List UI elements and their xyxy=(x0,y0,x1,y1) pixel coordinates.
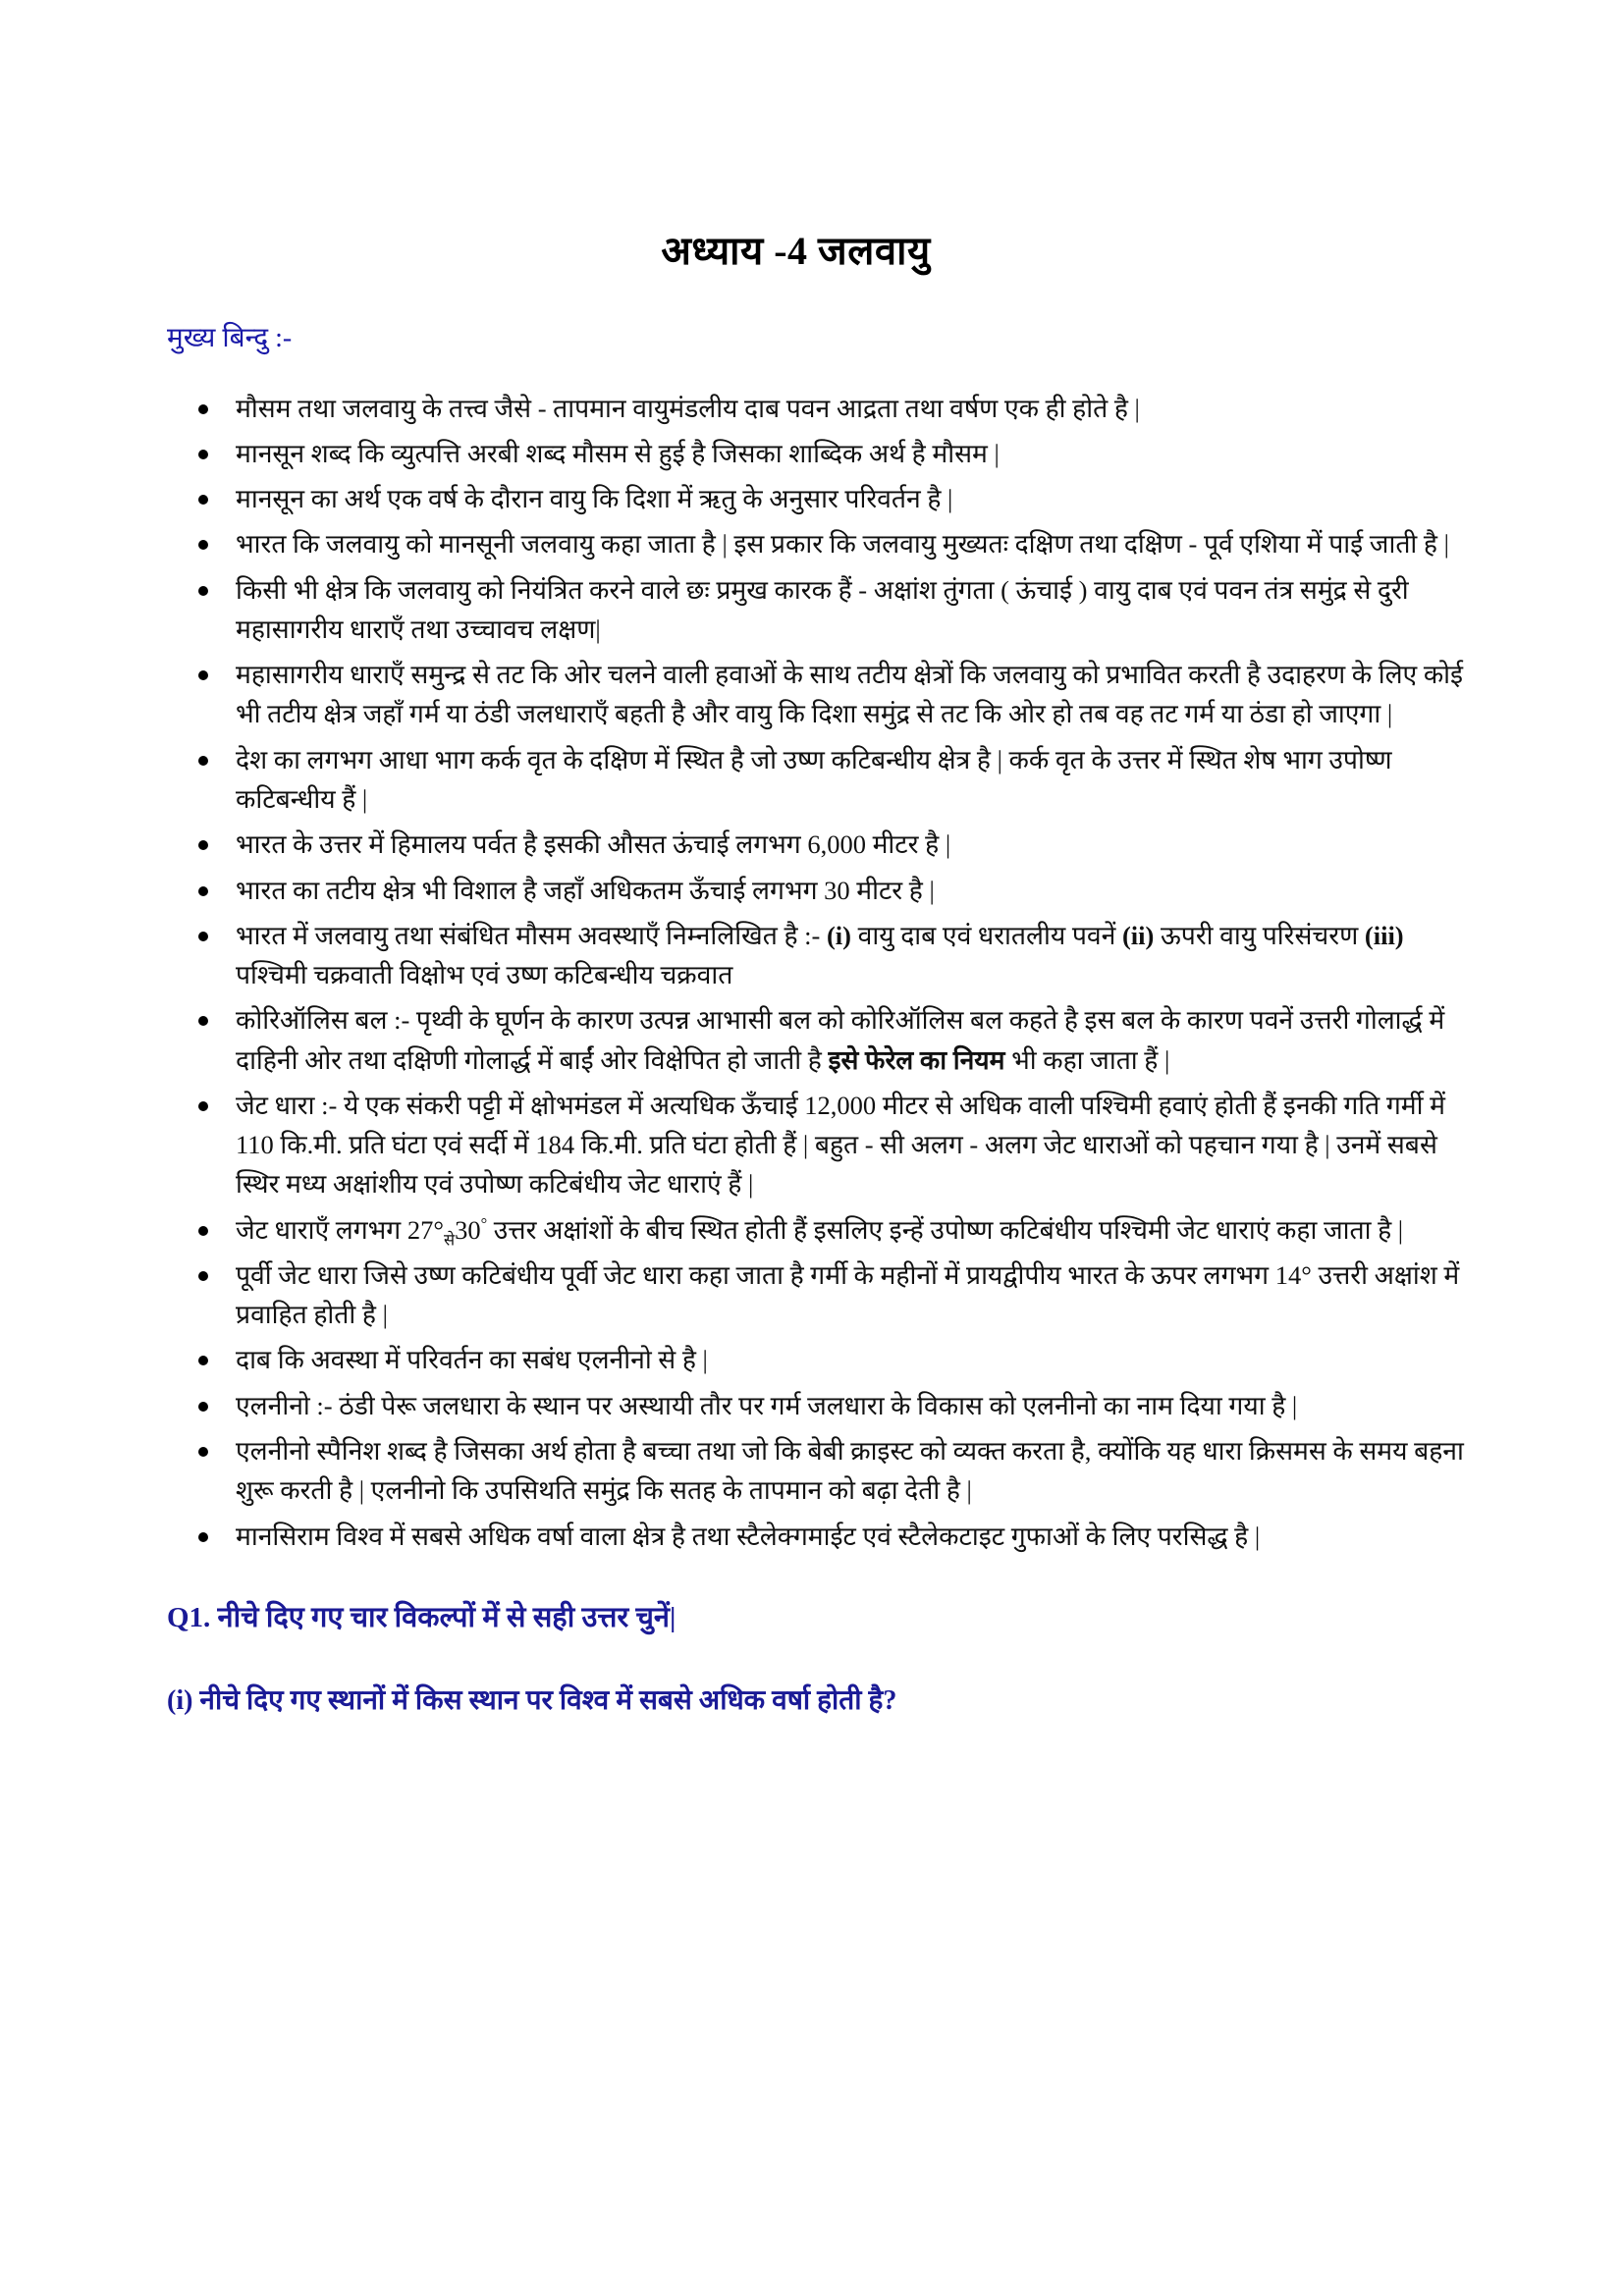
key-point-text: पश्चिमी चक्रवाती विक्षोभ एवं उष्ण कटिबन्धीय चक्रवात xyxy=(236,960,733,990)
key-point-item xyxy=(165,1517,1466,1556)
key-point-text: से xyxy=(443,1229,456,1249)
key-point-text: ° xyxy=(480,1213,488,1233)
key-point-text: भारत के उत्तर में हिमालय पर्वत है इसकी औसत ऊंचाई लगभग 6,000 मीटर है | xyxy=(236,829,951,860)
key-point-text: दाब कि अवस्था में परिवर्तन का सबंध एलनीनो से है | xyxy=(236,1345,708,1375)
key-point-text: भारत में जलवायु तथा संबंधित मौसम अवस्थाएँ निम्नलिखित है :- xyxy=(236,920,827,950)
key-point-item xyxy=(165,1386,1466,1425)
key-point-item xyxy=(165,740,1466,820)
key-point-item xyxy=(165,479,1466,518)
key-point-emphasis: इसे फेरेल का नियम xyxy=(828,1044,1005,1075)
key-point-text: भारत का तटीय क्षेत्र भी विशाल है जहाँ अधिकतम ऊँचाई लगभग 30 मीटर है | xyxy=(236,875,935,905)
page-title: अध्याय -4 जलवायु xyxy=(661,229,931,273)
key-point-text: ° xyxy=(433,1214,444,1245)
key-point-text: मानसून का अर्थ एक वर्ष के दौरान वायु कि दिशा में ऋतु के अनुसार परिवर्तन है | xyxy=(236,484,953,514)
key-point-text: भी कहा जाता हैं | xyxy=(1004,1044,1170,1075)
key-point-text: मानसून शब्द कि व्युत्पत्ति अरबी शब्द मौसम से हुई है जिसका शाब्दिक अर्थ है मौसम | xyxy=(236,438,1000,468)
key-point-text: 30 xyxy=(455,1214,481,1245)
key-point-item xyxy=(165,570,1466,650)
key-point-item xyxy=(165,1000,1466,1080)
key-point-item xyxy=(165,1431,1466,1511)
key-point-item xyxy=(165,1086,1466,1204)
key-point-item xyxy=(165,434,1466,473)
key-point-text: मौसम तथा जलवायु के तत्त्व जैसे - तापमान वायुमंडलीय दाब पवन आद्रता तथा वर्षण एक ही होते है | xyxy=(236,393,1140,423)
key-points-list xyxy=(165,389,1466,1556)
key-point-item xyxy=(165,1340,1466,1379)
key-point-text: उत्तर अक्षांशों के बीच स्थित होती हैं इसलिए इन्हें उपोष्ण कटिबंधीय पश्चिमी जेट धाराएं कहा जाता है | xyxy=(487,1214,1404,1245)
key-point-text: वायु दाब एवं धरातलीय पवनें xyxy=(851,920,1122,950)
question-1-part-i: (i) नीचे दिए गए स्थानों में किस स्थान पर विश्व में सबसे अधिक वर्षा होती है? xyxy=(167,1684,897,1716)
key-point-text: मानसिराम विश्व में सबसे अधिक वर्षा वाला क्षेत्र है तथा स्टैलेक्गमाईट एवं स्टैलेकटाइट गुफाओं के लिए परसिद्ध है | xyxy=(236,1521,1261,1551)
key-point-item xyxy=(165,871,1466,910)
key-point-text: ऊपरी वायु परिसंचरण xyxy=(1154,920,1365,950)
key-point-item xyxy=(165,825,1466,864)
key-point-text: भारत कि जलवायु को मानसूनी जलवायु कहा जाता है | इस प्रकार कि जलवायु मुख्यतः दक्षिण तथा दक्षिण - पूर्व एशिया में पाई जाती है | xyxy=(236,529,1449,560)
key-point-item xyxy=(165,389,1466,428)
key-point-text: महासागरीय धाराएँ समुन्द्र से तट कि ओर चलने वाली हवाओं के साथ तटीय क्षेत्रों कि जलवायु को प्रभावित करती है उदाहरण के लिए कोई भी तटीय क्षेत्र जहाँ गर्म या ठंडी जलधाराएँ बहती है और वायु कि दिशा समुंद्र से तट कि ओर हो तब वह तट गर्म या ठंडा हो जाएगा | xyxy=(236,660,1464,729)
key-point-item xyxy=(165,1255,1466,1335)
key-point-text: जेट धारा :- ये एक संकरी पट्टी में क्षोभमंडल में अत्यधिक ऊँचाई 12,000 मीटर से अधिक वाली पश्चिमी हवाएं होती हैं इनकी गति गर्मी में 110 कि.मी. प्रति घंटा एवं सर्दी में 184 कि.मी. प्रति घंटा होती हैं | बहुत - सी अलग - अलग जेट धाराओं को पहचान गया है | उनमें सबसे स्थिर मध्य अक्षांशीय एवं उपोष्ण कटिबंधीय जेट धाराएं हैं | xyxy=(236,1090,1445,1200)
section-label-key-points: मुख्य बिन्दु :- xyxy=(167,323,293,353)
key-point-item xyxy=(165,1210,1466,1250)
key-point-emphasis: (i) xyxy=(826,920,851,950)
key-point-emphasis: (ii) xyxy=(1121,920,1155,950)
key-point-text: कोरिऑलिस बल :- पृथ्वी के घूर्णन के कारण उत्पन्न आभासी बल को कोरिऑलिस बल कहते है इस बल के कारण पवनें उत्तरी गोलार्द्ध में दाहिनी ओर तथा दक्षिणी गोलार्द्ध में बाईं ओर विक्षेपित हो जाती है xyxy=(236,1005,1445,1075)
key-point-item xyxy=(165,916,1466,995)
question-1-heading: Q1. नीचे दिए गए चार विकल्पों में से सही उत्तर चुनें| xyxy=(167,1601,676,1633)
key-point-item xyxy=(165,655,1466,734)
key-point-text: जेट धाराएँ लगभग 27 xyxy=(236,1214,434,1245)
key-point-text: किसी भी क्षेत्र कि जलवायु को नियंत्रित करने वाले छः प्रमुख कारक हैं - अक्षांश तुंगता ( ऊंचाई ) वायु दाब एवं पवन तंत्र समुंद्र से दुरी महासागरीय धाराएँ तथा उच्चावच लक्षण| xyxy=(236,574,1409,644)
key-point-item xyxy=(165,524,1466,563)
key-point-text: देश का लगभग आधा भाग कर्क वृत के दक्षिण में स्थित है जो उष्ण कटिबन्धीय क्षेत्र है | कर्क वृत के उत्तर में स्थित शेष भाग उपोष्ण कटिबन्धीय हैं | xyxy=(236,744,1392,814)
key-point-text: पूर्वी जेट धारा जिसे उष्ण कटिबंधीय पूर्वी जेट धारा कहा जाता है गर्मी के महीनों में प्रायद्वीपीय भारत के ऊपर लगभग 14° उत्तरी अक्षांश में प्रवाहित होती है | xyxy=(236,1259,1460,1330)
key-point-text: एलनीनो :- ठंडी पेरू जलधारा के स्थान पर अस्थायी तौर पर गर्म जलधारा के विकास को एलनीनो का नाम दिया गया है | xyxy=(236,1390,1298,1420)
key-point-emphasis: (iii) xyxy=(1364,920,1404,950)
key-point-text: एलनीनो स्पैनिश शब्द है जिसका अर्थ होता है बच्चा तथा जो कि बेबी क्राइस्ट को व्यक्त करता है, क्योंकि यह धारा क्रिसमस के समय बहना शुरू करती है | एलनीनो कि उपसिथति समुंद्र कि सतह के तापमान को बढ़ा देती है | xyxy=(236,1435,1464,1506)
